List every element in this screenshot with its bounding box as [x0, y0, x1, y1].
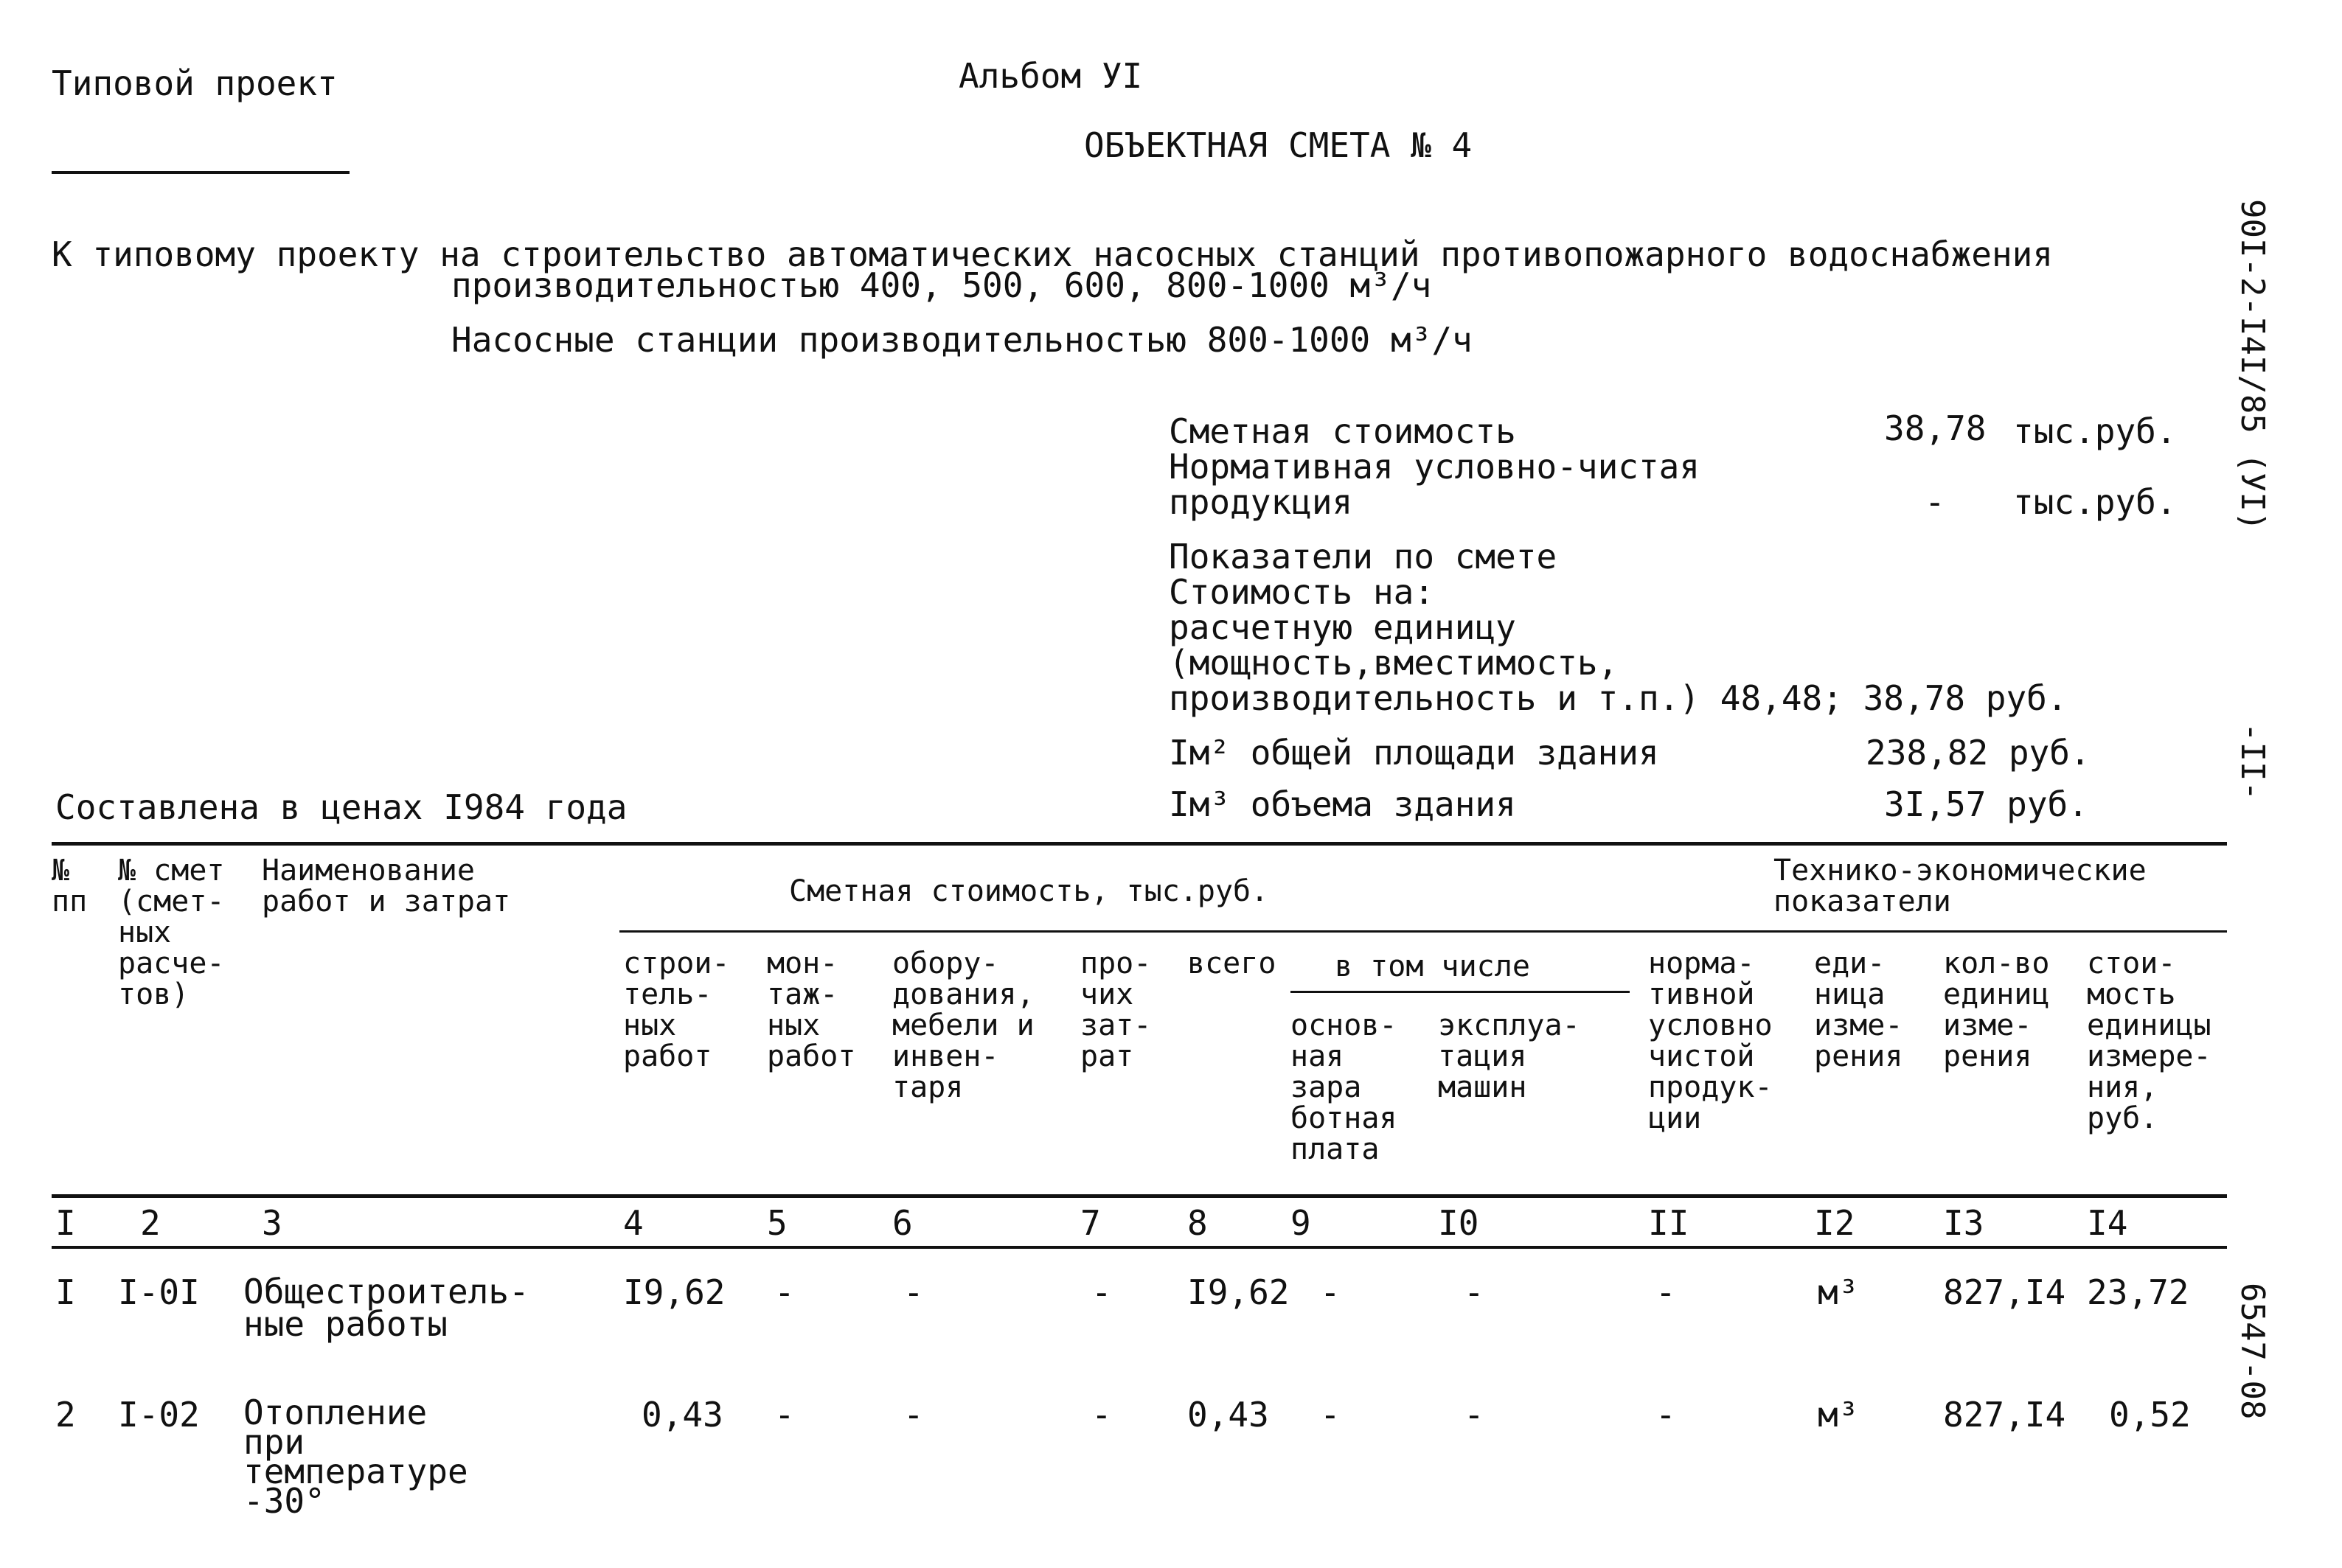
row-1-norm: - [1655, 1272, 1676, 1312]
row-2-mount: - [774, 1395, 795, 1435]
area-label: Iм² общей площади здания [1169, 733, 1659, 773]
col-num-14: I4 [2087, 1203, 2128, 1243]
cost-group-rule [619, 930, 2227, 933]
cost-label: Сметная стоимость [1169, 411, 1516, 451]
col-num-7: 7 [1080, 1203, 1101, 1243]
th-including: в том числе [1335, 949, 1530, 983]
th-mount: мон- таж- ных работ [767, 947, 856, 1073]
header-left: Типовой проект [52, 63, 338, 103]
col-num-3: 3 [262, 1203, 282, 1243]
norm-label-2: продукция [1169, 482, 1353, 522]
row-1-unit-cost: 23,72 [2087, 1272, 2189, 1312]
row-1-equip: - [903, 1272, 924, 1312]
th-row-number: № пп [52, 854, 88, 919]
col-num-1: I [55, 1203, 76, 1243]
col-num-11: II [1648, 1203, 1689, 1243]
album-label: Альбом УI [959, 56, 1143, 96]
row-1-mount: - [774, 1272, 795, 1312]
col-num-9: 9 [1290, 1203, 1311, 1243]
indicators-line-4: (мощность,вместимость, [1169, 643, 1619, 683]
margin-sheet-number: 6547-08 [2234, 1283, 2271, 1420]
indicators-line-1: Показатели по смете [1169, 537, 1557, 576]
intro-line-2: производительностью 400, 500, 600, 800-1000 м³/ч [451, 265, 1432, 305]
col-num-10: I0 [1438, 1203, 1479, 1243]
indicators-line-5: производительность и т.п.) 48,48; 38,78 руб. [1169, 678, 2068, 718]
volume-label: Iм³ объема здания [1169, 784, 1516, 824]
row-1-name: Общестроитель- ные работы [243, 1272, 529, 1344]
row-2-unit-cost: 0,52 [2109, 1395, 2191, 1435]
intro-line-1: К типовому проекту на строительство автоматических насосных станций противопожарного водоснабжения [52, 234, 2054, 274]
margin-page-number: -II- [2234, 722, 2271, 801]
row-1-estimate: I-0I [118, 1272, 200, 1312]
numbers-bottom-rule [52, 1246, 2227, 1249]
row-2-wage: - [1320, 1395, 1341, 1435]
indicators-line-2: Стоимость на: [1169, 572, 1435, 612]
row-2-equip: - [903, 1395, 924, 1435]
col-num-12: I2 [1814, 1203, 1855, 1243]
row-2-total: 0,43 [1187, 1395, 1269, 1435]
row-1-quantity: 827,I4 [1943, 1272, 2066, 1312]
th-build: строи- тель- ных работ [623, 947, 730, 1073]
norm-value: - [1925, 482, 1945, 522]
volume-value: 3I,57 руб. [1884, 784, 2088, 824]
row-1-other: - [1091, 1272, 1112, 1312]
table-top-rule [52, 842, 2227, 846]
th-other: про- чих зат- рат [1080, 947, 1152, 1073]
row-2-name: Отопление при температуре -30° [243, 1393, 468, 1521]
col-num-5: 5 [767, 1203, 788, 1243]
row-2-quantity: 827,I4 [1943, 1395, 2066, 1435]
header-bottom-rule [52, 1194, 2227, 1198]
prices-note: Составлена в ценах I984 года [55, 787, 628, 827]
norm-unit: тыс.руб. [2013, 482, 2177, 522]
th-machines: эксплуа- тация машин [1438, 1008, 1580, 1104]
cost-value: 38,78 [1884, 408, 1987, 448]
th-unit-cost: стои- мость единицы измере- ния, руб. [2087, 947, 2211, 1135]
col-num-8: 8 [1187, 1203, 1208, 1243]
th-estimate-number: № смет (смет- ных расче- тов) [118, 854, 225, 1011]
th-wage: основ- ная зара ботная плата [1290, 1008, 1397, 1166]
col-num-13: I3 [1943, 1203, 1984, 1243]
col-num-4: 4 [623, 1203, 644, 1243]
area-value: 238,82 руб. [1866, 733, 2091, 773]
th-norm: норма- тивной условно чистой продук- ции [1648, 947, 1773, 1135]
row-2-no: 2 [55, 1395, 76, 1435]
row-2-other: - [1091, 1395, 1112, 1435]
row-1-unit: м³ [1818, 1272, 1859, 1312]
row-2-estimate: I-02 [118, 1395, 200, 1435]
row-1-no: I [55, 1272, 76, 1312]
row-2-unit: м³ [1818, 1395, 1859, 1435]
row-1-wage: - [1320, 1272, 1341, 1312]
th-work-name: Наименование работ и затрат [262, 854, 511, 919]
header-underline [52, 171, 350, 174]
th-unit: еди- ница изме- рения [1814, 947, 1903, 1073]
col-num-6: 6 [892, 1203, 913, 1243]
row-1-machines: - [1464, 1272, 1484, 1312]
row-1-build: I9,62 [623, 1272, 726, 1312]
th-cost-group: Сметная стоимость, тыс.руб. [789, 874, 1269, 908]
row-2-norm: - [1655, 1395, 1676, 1435]
th-equip: обору- дования, мебели и инвен- таря [892, 947, 1035, 1104]
norm-label-1: Нормативная условно-чистая [1169, 447, 1700, 487]
incl-rule [1290, 991, 1630, 993]
th-quantity: кол-во единиц изме- рения [1943, 947, 2050, 1073]
margin-project-code: 90I-2-I4I/85 (УI) [2234, 199, 2271, 532]
indicators-line-3: расчетную единицу [1169, 607, 1516, 647]
th-tech-group: Технико-экономические показатели [1773, 854, 2147, 919]
row-2-machines: - [1464, 1395, 1484, 1435]
col-num-2: 2 [140, 1203, 161, 1243]
page-title: ОБЪЕКТНАЯ СМЕТА № 4 [1084, 125, 1473, 165]
cost-unit: тыс.руб. [2013, 411, 2177, 451]
row-2-build: 0,43 [642, 1395, 723, 1435]
th-total: всего [1187, 947, 1276, 980]
row-1-total: I9,62 [1187, 1272, 1290, 1312]
intro-line-3: Насосные станции производительностью 800-1000 м³/ч [451, 320, 1473, 360]
